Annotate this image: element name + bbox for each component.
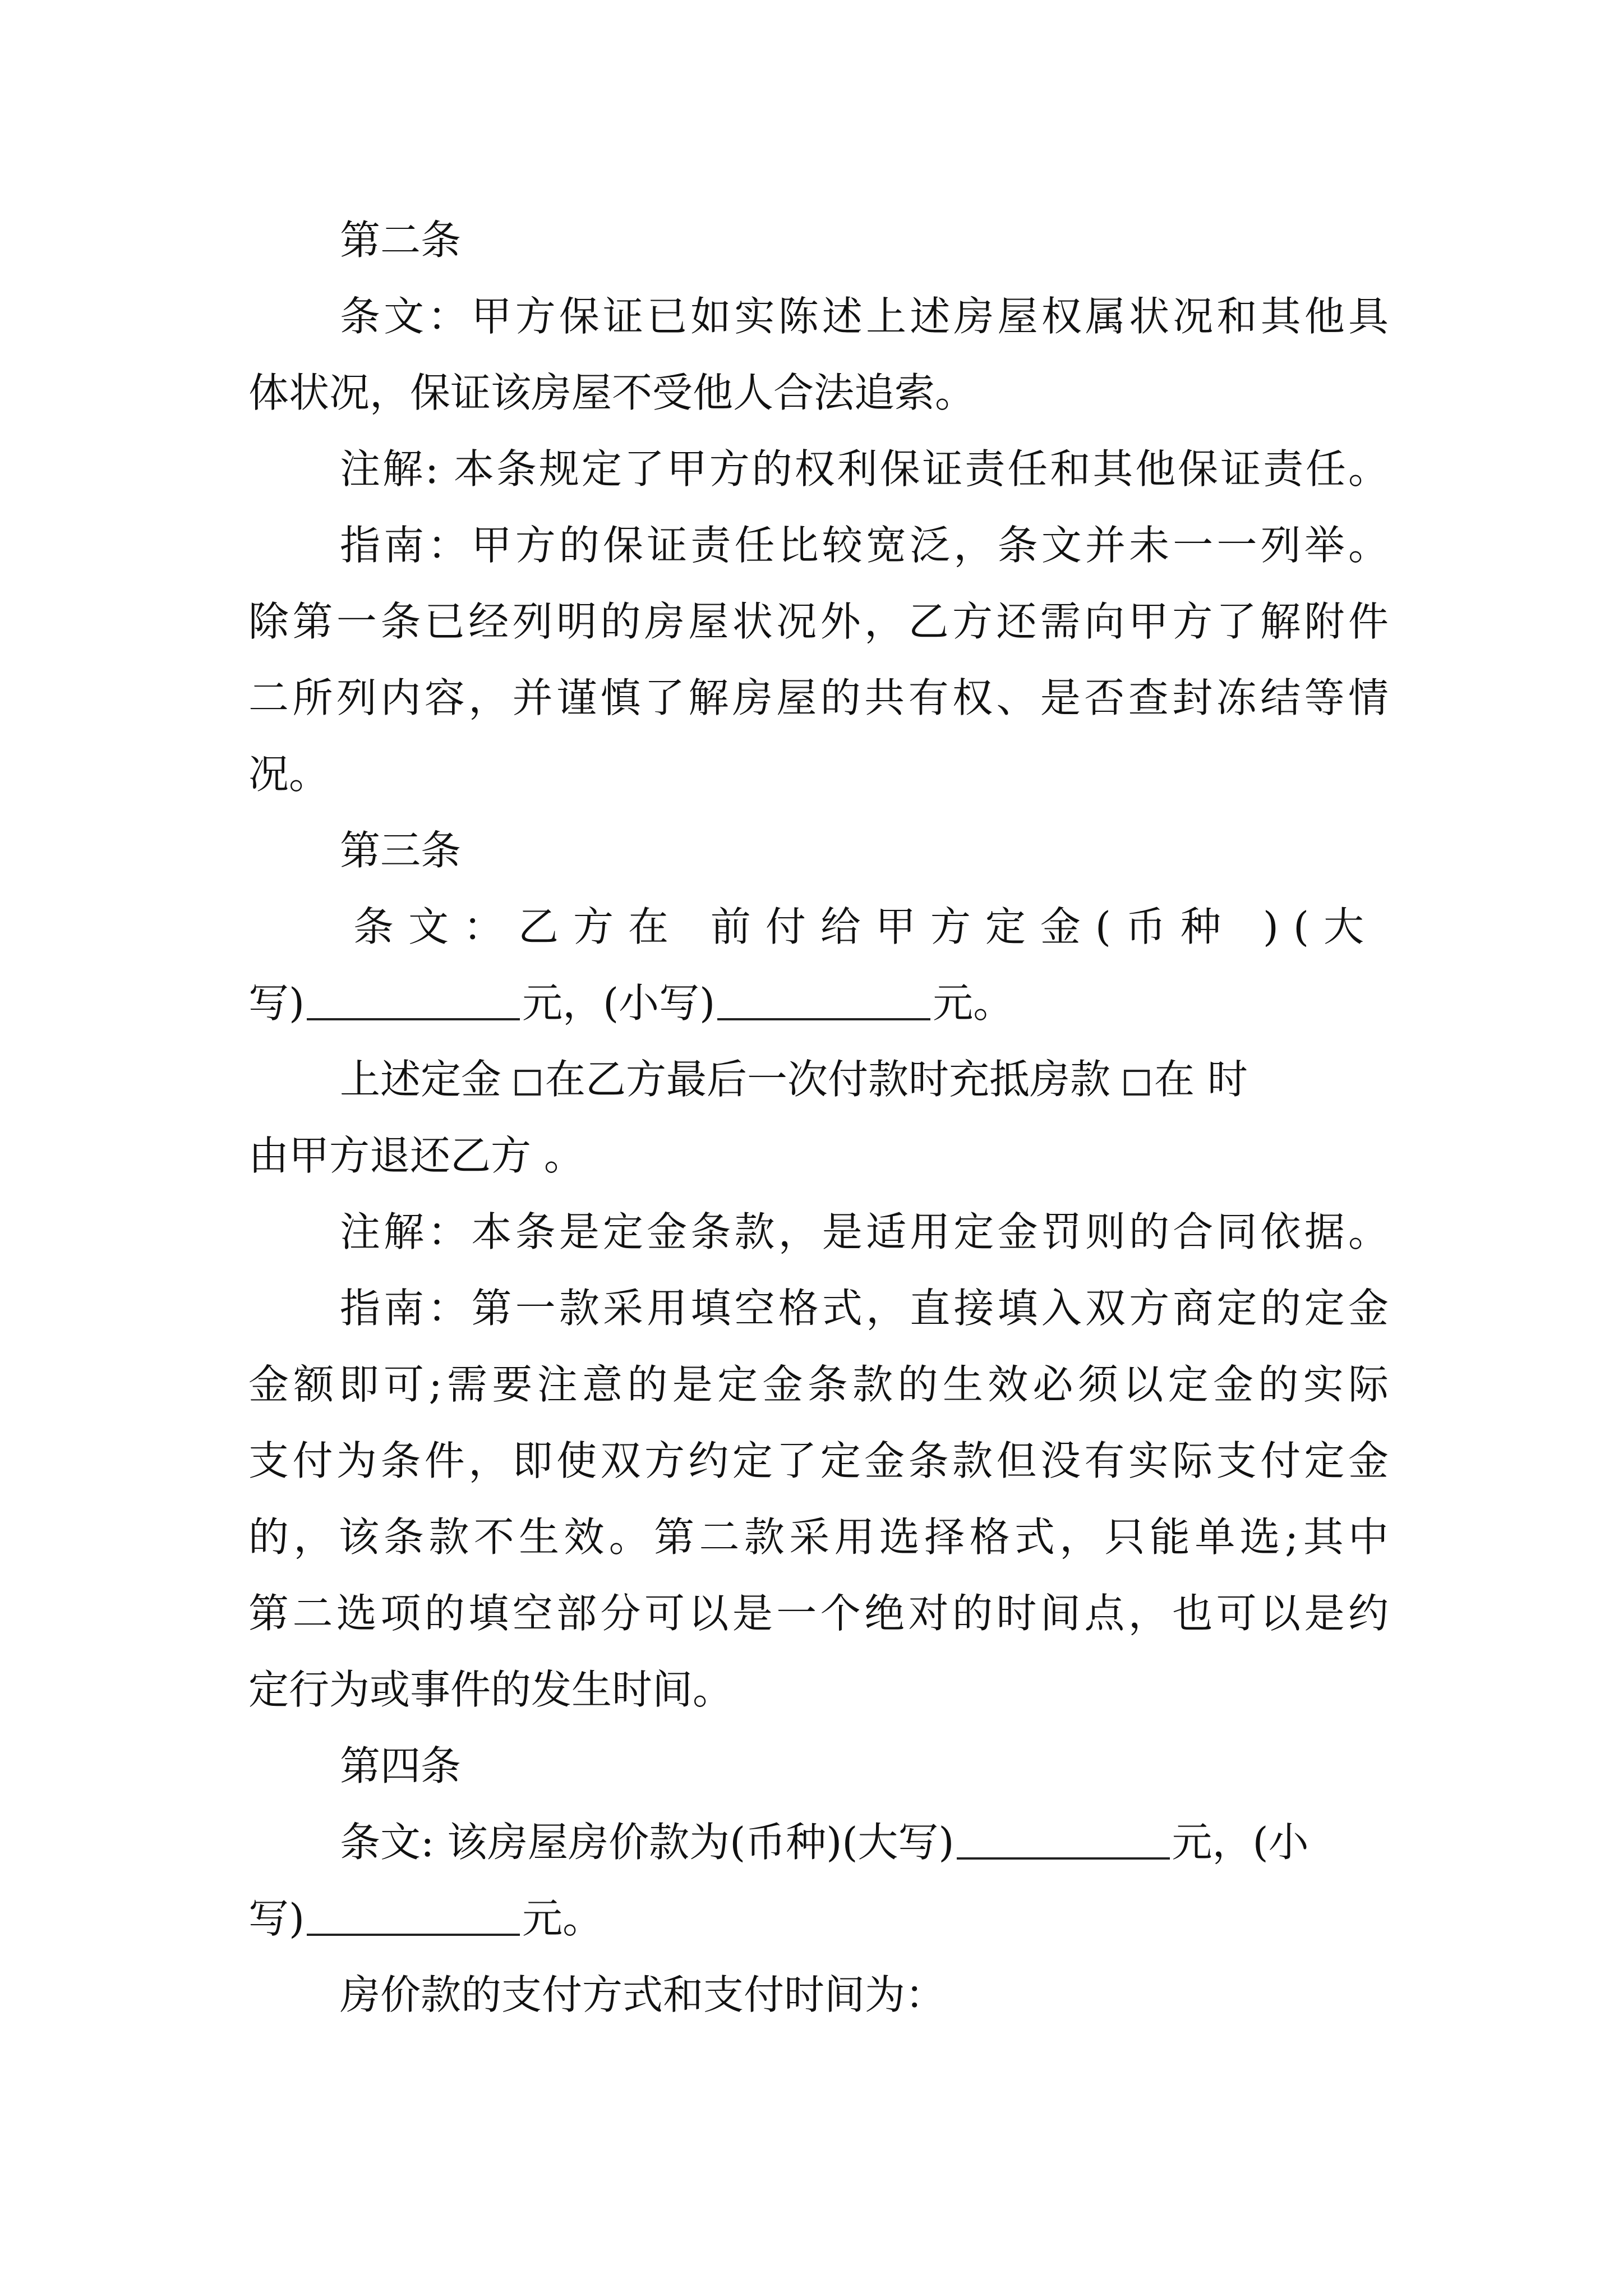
article-3-text-big-label: 写)	[248, 979, 305, 1027]
article-2-text-line-2: 体状况，保证该房屋不受他人合法追索。	[248, 369, 976, 416]
article-4-small-prefix: 写)	[248, 1895, 305, 1942]
article-2-note: 注解: 本条规定了甲方的权利保证责任和其他保证责任。	[340, 445, 1389, 493]
article-4-price-small-label: 元，(小	[1172, 1819, 1309, 1866]
article-3-note: 注解：本条是定金条款，是适用定金罚则的合同依据。	[340, 1208, 1389, 1255]
article-2-guide-line-4: 况。	[248, 751, 330, 798]
article-3-deposit-line-2: 由甲方退还乙方 。	[248, 1132, 584, 1179]
checkbox-option-refund[interactable]	[1124, 1070, 1150, 1096]
article-3-text-line-2	[248, 978, 1013, 1028]
article-4-text-line-2	[248, 1893, 603, 1944]
article-3-text-end: 元。	[933, 979, 1014, 1027]
article-3-guide-line-6: 定行为或事件的发生时间。	[248, 1666, 734, 1713]
article-4-text-end: 元。	[522, 1895, 603, 1942]
blank-field-deposit-lowercase[interactable]	[717, 1015, 930, 1020]
article-4-payment: 房价款的支付方式和支付时间为：	[340, 1971, 946, 2018]
deposit-label: 上述定金	[340, 1056, 502, 1103]
deposit-option-offset-label: 在乙方最后一次付款时充抵房款	[545, 1056, 1111, 1103]
blank-field-price-lowercase[interactable]	[307, 1930, 520, 1936]
article-3-heading: 第三条	[340, 827, 462, 874]
article-2-heading: 第二条	[340, 217, 462, 264]
article-3-text-line-1: 条文：乙方在 前付给甲方定金(币种 )(大	[353, 903, 1379, 950]
article-3-guide-line-5: 第二选项的填空部分可以是一个绝对的时间点，也可以是约	[248, 1590, 1389, 1637]
article-2-guide-line-1: 指南：甲方的保证责任比较宽泛，条文并未一一列举。	[340, 522, 1389, 569]
blank-field-price-uppercase[interactable]	[957, 1854, 1170, 1860]
article-4-text-line-1	[340, 1817, 1309, 1867]
article-3-text-small-label: 元，(小写)	[522, 979, 716, 1027]
article-2-guide-line-2: 除第一条已经列明的房屋状况外，乙方还需向甲方了解附件	[248, 598, 1389, 645]
blank-field-deposit-uppercase[interactable]	[307, 1015, 520, 1020]
checkbox-option-offset[interactable]	[515, 1070, 541, 1096]
article-3-deposit-line-1	[340, 1054, 1248, 1105]
article-2-guide-line-3: 二所列内容，并谨慎了解房屋的共有权、是否查封冻结等情	[248, 674, 1389, 721]
article-4-price-label: 条文: 该房屋房价款为(币种)(大写)	[340, 1819, 955, 1866]
article-3-guide-line-2: 金额即可;需要注意的是定金条款的生效必须以定金的实际	[248, 1361, 1389, 1408]
article-2-text-line-1: 条文：甲方保证已如实陈述上述房屋权属状况和其他具	[340, 293, 1389, 340]
deposit-option-refund-label: 在 时	[1154, 1056, 1248, 1103]
article-4-heading: 第四条	[340, 1742, 462, 1789]
article-3-guide-line-4: 的，该条款不生效。第二款采用选择格式，只能单选;其中	[248, 1513, 1389, 1561]
article-3-guide-line-1: 指南：第一款采用填空格式，直接填入双方商定的定金	[340, 1285, 1389, 1332]
article-3-guide-line-3: 支付为条件，即使双方约定了定金条款但没有实际支付定金	[248, 1437, 1389, 1484]
